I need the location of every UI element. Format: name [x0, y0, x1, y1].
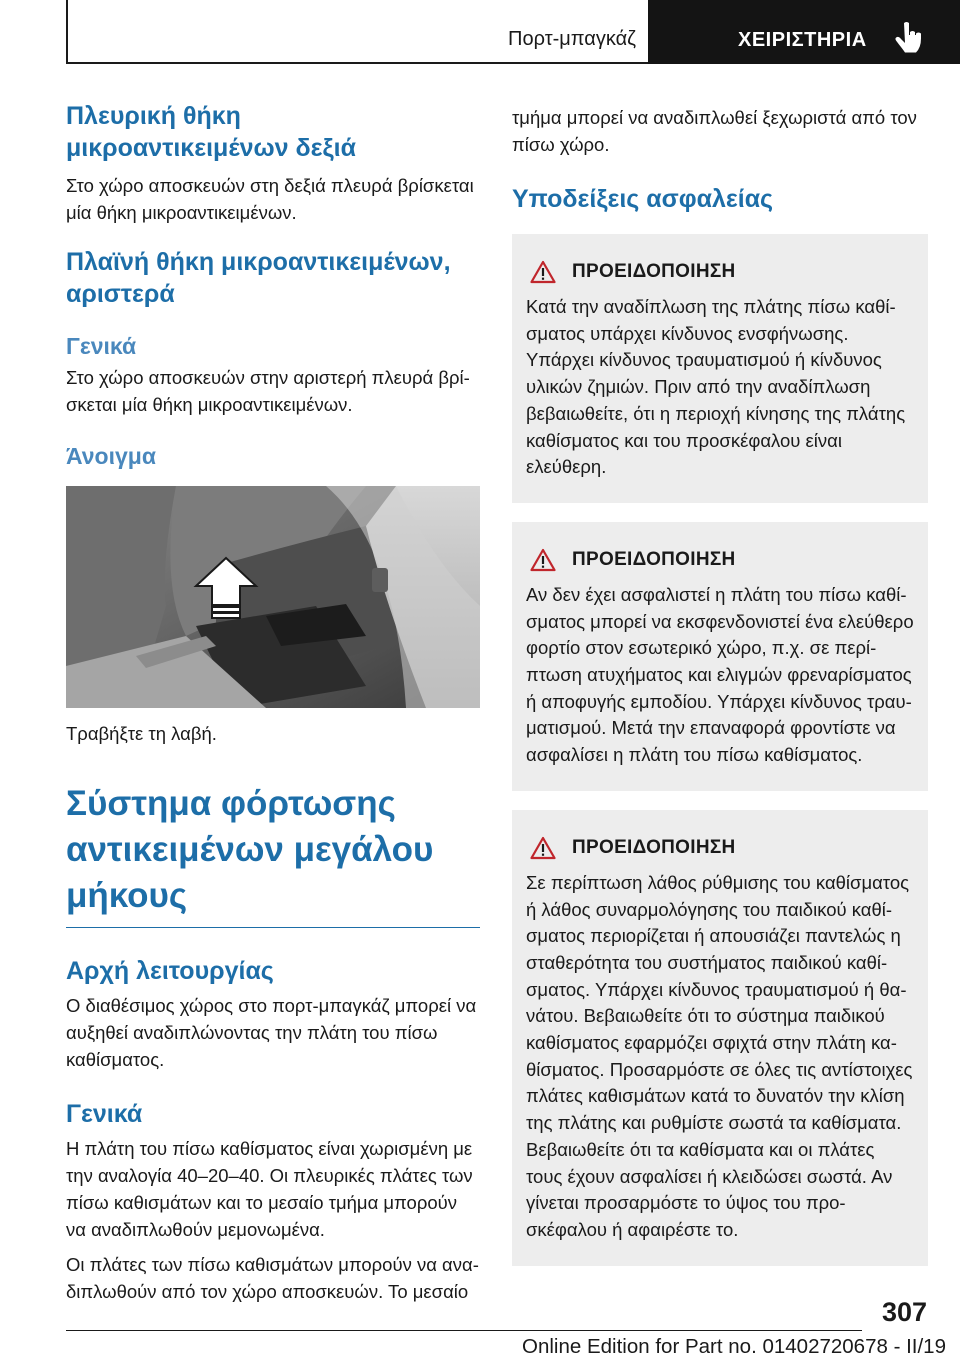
- heading-general-2: Γενικά: [66, 1100, 143, 1128]
- heading-safety-notes: Υποδείξεις ασφαλείας: [512, 185, 774, 213]
- warning-title: ΠΡΟΕΙΔΟΠΟΙΗΣΗ: [572, 836, 736, 858]
- paragraph-middle-section: τμήμα μπορεί να αναδιπλωθεί ξεχωριστά από τον πίσω χώρο.: [512, 107, 917, 155]
- compartment-photo-illustration: [66, 486, 480, 708]
- warning-box: [512, 234, 928, 503]
- warning-text: Σε περίπτωση λάθος ρύθμισης του καθίσματος ή λάθος συναρμολόγησης του παιδικού καθίσματος περιορίζεται ή απουσιάζει παντελώς η σταθερότητα του συστήματος παιδικού καθίσματος. Υπάρχει κίνδυνος τραυματισμού ή θανάτου. Βεβαιωθείτε ότι το σύστημα παιδικού καθίσματος εφαρμόζει σφιχτά στην πλάτη καθίσματος. Προσαρμόστε σε όλες τις αντίστοιχες πλάτες καθισμάτων κατά το δυνατόν την κλίση της πλάτης και ρυθμίστε σωστά τα καθίσματα. Βεβαιωθείτε ότι τα καθίσματα και οι πλάτες τους έχουν ασφαλίσει ή κλειδώσει σωστά. Αν γίνεται προσαρμόστε το ύψος του προσκέφαλου ή αφαιρέστε το.: [526, 871, 913, 1240]
- warning-box: [512, 522, 928, 791]
- warning-triangle-icon: [530, 548, 556, 572]
- footer-edition: Online Edition for Part no. 01402720678 - II/19: [522, 1335, 946, 1358]
- chapter-title: ΧΕΙΡΙΣΤΗΡΙΑ: [738, 29, 867, 51]
- warning-triangle-icon: [530, 836, 556, 860]
- paragraph-backrest-split: Η πλάτη του πίσω καθίσματος είναι χωρισμένη με την αναλογία 40–20–40. Οι πλευρικές πλάτες των πίσω καθισμάτων και το μεσαίο τμήμα μπορούν να αναδιπλωθούν μεμονωμένα.: [66, 1138, 473, 1240]
- page-number: 307: [881, 1297, 927, 1327]
- heading-general-1: Γενικά: [66, 333, 137, 359]
- header-chapter-tab: [648, 0, 960, 64]
- heading-right-compartment: Πλευρική θήκη μικροαντικειμένων δεξιά: [66, 102, 356, 162]
- section-title: Πορτ-μπαγκάζ: [508, 28, 636, 50]
- right-column: [512, 100, 928, 1266]
- header-section-tab: [66, 0, 648, 64]
- paragraph-left-compartment: Στο χώρο αποσκευών στην αριστερή πλευρά βρίσκεται μία θήκη μικροαντικειμένων.: [66, 367, 470, 415]
- storage-compartment-photo: [66, 486, 480, 708]
- heading-opening: Άνοιγμα: [66, 443, 156, 469]
- warning-text: Αν δεν έχει ασφαλιστεί η πλάτη του πίσω καθίσματος μπορεί να εκσφενδονιστεί ένα ελεύθερο φορτίο στον εσωτερικό χώρο, π.χ. σε περίπτωση ατυχήματος και ελιγμών φρεναρίσματος ή αποφυγής εμποδίου. Υπάρχει κίνδυνος τραυματισμού. Μετά την επαναφορά φροντίστε να ασφαλίσει η πλάτη του πίσω καθίσματος.: [526, 583, 914, 766]
- warning-title: ΠΡΟΕΙΔΟΠΟΙΗΣΗ: [572, 548, 736, 570]
- warning-title: ΠΡΟΕΙΔΟΠΟΙΗΣΗ: [572, 261, 736, 282]
- heading-principle: Αρχή λειτουργίας: [66, 957, 274, 985]
- paragraph-right-compartment: Στο χώρο αποσκευών στη δεξιά πλευρά βρίσκεται μία θήκη μικροαντικειμένων.: [66, 175, 474, 223]
- warning-text: Κατά την αναδίπλωση της πλάτης πίσω καθίσματος υπάρχει κίνδυνος ενσφήνωσης. Υπάρχει κίνδυνος τραυματισμού ή κίνδυνος υλικών ζημιών. Πριν από την αναδίπλωση βεβαιωθείτε, ότι η περιοχή κίνησης της πλάτης καθίσματος και του προσκέφαλου είναι ελεύθερη.: [526, 296, 906, 478]
- warning-box: [512, 810, 928, 1266]
- footer-divider: [66, 1330, 862, 1331]
- warning-triangle-icon: [530, 260, 556, 284]
- section-divider: [66, 927, 480, 928]
- left-column: [66, 100, 480, 1305]
- heading-left-compartment: Πλαϊνή θήκη μικροαντικειμένων, αριστερά: [66, 248, 451, 308]
- paragraph-principle: Ο διαθέσιμος χώρος στο πορτ-μπαγκάζ μπορεί να αυξηθεί αναδιπλώνοντας την πλάτη του πίσω καθίσματος.: [66, 995, 477, 1070]
- heading-load-system: Σύστημα φόρτωσης αντικειμένων μεγάλου μήκους: [66, 784, 434, 915]
- hand-pointer-icon: [894, 20, 926, 54]
- paragraph-backrest-fold: Οι πλάτες των πίσω καθισμάτων μπορούν να αναδιπλωθούν από τον χώρο αποσκευών. Το μεσαίο: [66, 1254, 479, 1302]
- photo-caption: Τραβήξτε τη λαβή.: [66, 723, 217, 744]
